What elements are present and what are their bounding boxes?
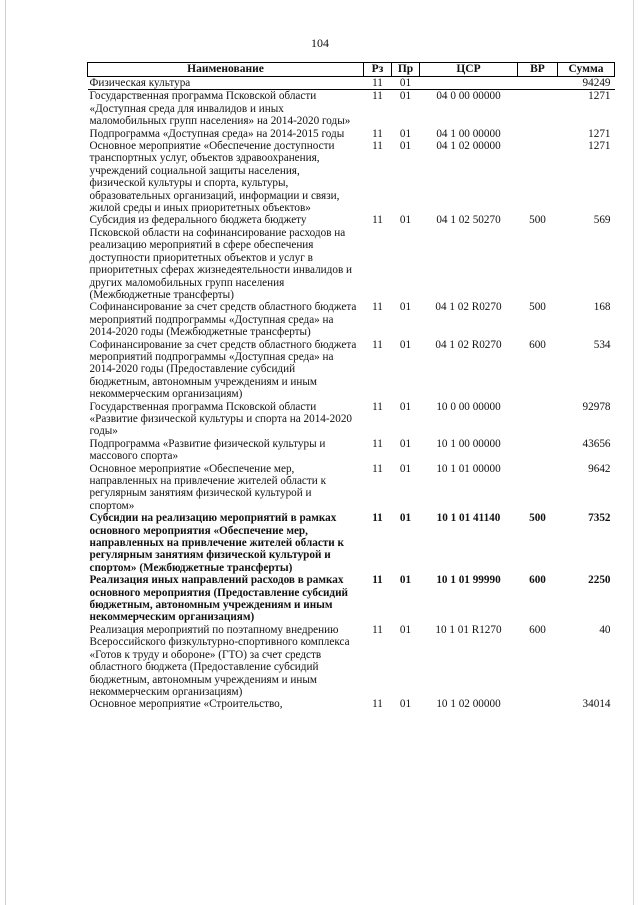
row-sum: 92978 <box>582 400 611 413</box>
row-sum: 534 <box>593 338 611 351</box>
row-rz: 11 <box>372 338 383 351</box>
row-pr: 01 <box>392 77 420 90</box>
row-rz: 11 <box>372 90 383 103</box>
row-vr: 500 <box>529 214 546 227</box>
table-row <box>88 214 615 301</box>
row-csr: 04 1 02 00000 <box>436 140 501 153</box>
row-vr: 500 <box>529 512 546 525</box>
row-vr <box>518 463 558 513</box>
row-csr: 04 1 02 R0270 <box>435 301 502 314</box>
row-name: Основное мероприятие «Обеспечение мер, направленных на привлечение жителей области к регулярным занятиям физической культурой и спортом» <box>89 462 326 512</box>
row-sum: 168 <box>593 301 611 314</box>
row-sum: 43656 <box>582 437 611 450</box>
row-rz: 11 <box>372 437 383 450</box>
row-csr: 04 0 00 00000 <box>436 90 501 103</box>
table-row <box>88 77 615 90</box>
row-vr <box>518 698 558 710</box>
table-header-row <box>88 63 615 77</box>
row-csr: 04 1 00 00000 <box>436 127 501 140</box>
row-csr: 10 1 01 00000 <box>436 462 501 475</box>
row-rz: 11 <box>372 400 383 413</box>
row-rz: 11 <box>372 574 383 587</box>
table-row <box>88 624 615 698</box>
row-rz: 11 <box>372 698 383 711</box>
row-csr: 10 1 00 00000 <box>436 437 501 450</box>
row-vr <box>518 401 558 438</box>
row-vr <box>518 77 558 90</box>
row-rz: 11 <box>372 623 383 636</box>
row-sum: 9642 <box>588 462 611 475</box>
row-sum: 569 <box>593 214 611 227</box>
row-name: Основное мероприятие «Обеспечение доступности транспортных услуг, объектов здравоохранения, учреждений социальной защиты населения, физической культуры и спорта, культуры, образовательных организаций, информации и связи, жилой среды и иных приоритетных объектов» <box>89 140 340 215</box>
table-row <box>88 339 615 401</box>
row-rz: 11 <box>372 214 383 227</box>
row-pr: 01 <box>399 90 412 103</box>
row-rz: 11 <box>372 140 383 153</box>
table-row <box>88 90 615 128</box>
row-pr: 01 <box>399 437 412 450</box>
page-number: 104 <box>311 36 329 50</box>
row-vr <box>518 438 558 463</box>
row-csr: 10 1 01 99990 <box>436 574 501 587</box>
row-name: Реализация мероприятий по поэтапному внедрению Всероссийского физкультурно-спортивного комплекса «Готов к труду и обороне» (ГТО) за счет средств областного бюджета (Предоставление субсидий бюджетным, автономным учреждениям и иным некоммерческим организациям) <box>89 623 350 698</box>
row-name: Государственная программа Псковской области «Доступная среда для инвалидов и иных маломобильных групп населения» на 2014-2020 годы» <box>89 90 351 128</box>
table-body <box>88 77 615 711</box>
scan-edge-left <box>5 0 6 905</box>
row-pr: 01 <box>399 301 412 314</box>
table-row <box>88 438 615 463</box>
row-name: Государственная программа Псковской области «Развитие физической культуры и спорта на 2014-2020 годы» <box>89 400 353 438</box>
table-row <box>88 463 615 513</box>
row-csr: 04 1 02 50270 <box>436 214 501 227</box>
row-csr: 10 1 01 R1270 <box>435 623 502 636</box>
table-row <box>88 301 615 338</box>
table-row <box>88 574 615 624</box>
row-pr: 01 <box>399 214 412 227</box>
header-csr: ЦСР <box>420 63 518 77</box>
row-sum: 34014 <box>582 698 611 711</box>
row-sum: 1271 <box>588 140 611 153</box>
row-vr <box>518 90 558 128</box>
scan-edge-right <box>633 0 634 905</box>
row-pr: 01 <box>399 623 412 636</box>
row-pr: 01 <box>399 140 412 153</box>
row-pr: 01 <box>399 698 412 711</box>
row-csr: 10 1 01 41140 <box>436 512 501 525</box>
row-name: Подпрограмма «Доступная среда» на 2014-2015 годы <box>89 127 345 140</box>
row-pr: 01 <box>399 338 412 351</box>
row-name: Субсидия из федерального бюджета бюджету Псковской области на софинансирование расходов на реализацию мероприятий в сфере обеспечения доступности приоритетных объектов и услуг в приоритетных сферах жизнедеятельности инвалидов и других маломобильных групп населения (Межбюджетные трансферты) <box>89 214 353 301</box>
row-pr: 01 <box>399 574 412 587</box>
row-pr: 01 <box>399 462 412 475</box>
table-row <box>88 140 615 214</box>
row-rz: 11 <box>372 127 383 140</box>
header-sum: Сумма <box>558 63 615 77</box>
row-sum: 1271 <box>588 127 611 140</box>
row-vr <box>518 128 558 140</box>
row-pr: 01 <box>399 400 412 413</box>
header-vr: ВР <box>518 63 558 77</box>
row-name: Реализация иных направлений расходов в рамках основного мероприятия (Предоставление субсидий бюджетным, автономным учреждениям и иным некоммерческим организациям) <box>89 574 348 624</box>
row-rz: 11 <box>364 77 392 90</box>
row-csr: 10 1 02 00000 <box>436 698 501 711</box>
row-csr: 10 0 00 00000 <box>436 400 501 413</box>
row-pr: 01 <box>399 512 412 525</box>
budget-table <box>87 62 615 711</box>
row-pr: 01 <box>399 127 412 140</box>
row-name: Подпрограмма «Развитие физической культуры и массового спорта» <box>89 437 326 463</box>
row-sum: 40 <box>599 623 611 636</box>
table-row <box>88 401 615 438</box>
row-vr: 600 <box>529 623 546 636</box>
row-csr: 04 1 02 R0270 <box>435 338 502 351</box>
row-sum: 94249 <box>558 77 615 90</box>
row-sum: 7352 <box>588 512 611 525</box>
header-name: Наименование <box>88 63 364 77</box>
row-rz: 11 <box>372 462 383 475</box>
row-vr: 500 <box>529 301 546 314</box>
row-name: Физическая культура <box>88 77 364 90</box>
table-row <box>88 512 615 574</box>
row-sum: 2250 <box>588 574 611 587</box>
row-name: Софинансирование за счет средств областного бюджета мероприятий подпрограммы «Доступная среда» на 2014-2020 годы (Межбюджетные трансферты) <box>89 301 357 339</box>
row-vr: 600 <box>529 338 546 351</box>
table-row <box>88 128 615 140</box>
table-row <box>88 698 615 710</box>
row-name: Софинансирование за счет средств областного бюджета мероприятий подпрограммы «Доступная среда» на 2014-2020 годы (Предоставление субсидий бюджетным, автономным учреждениям и иным некоммерческим организациям) <box>89 338 357 401</box>
row-rz: 11 <box>372 301 383 314</box>
header-pr: Пр <box>392 63 420 77</box>
row-csr <box>420 77 518 90</box>
row-rz: 11 <box>372 512 383 525</box>
row-name: Субсидии на реализацию мероприятий в рамках основного мероприятия «Обеспечение мер, направленных на привлечение жителей области к регулярным занятиям физической культурой и спортом» (Межбюджетные трансферты) <box>89 512 344 574</box>
row-name: Основное мероприятие «Строительство, <box>89 698 283 711</box>
row-vr <box>518 140 558 214</box>
row-vr: 600 <box>529 574 546 587</box>
row-sum: 1271 <box>588 90 611 103</box>
header-rz: Рз <box>364 63 392 77</box>
